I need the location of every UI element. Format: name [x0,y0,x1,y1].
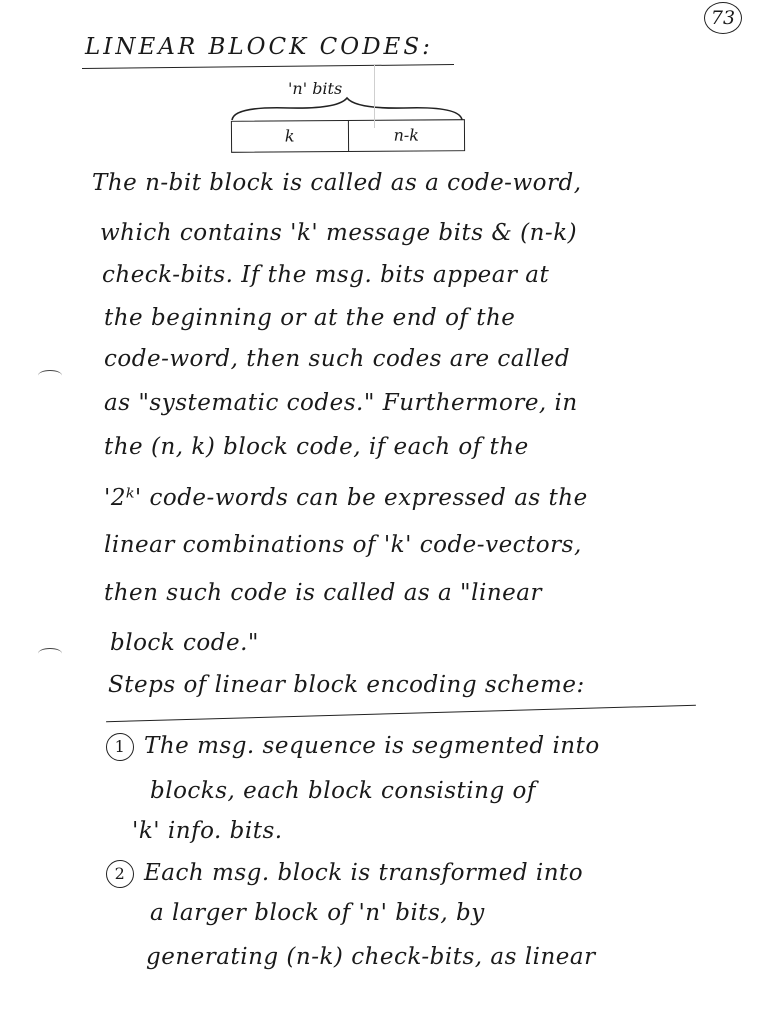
check-bits-cell: n-k [347,120,464,151]
section-subheading: Steps of linear block encoding scheme: [108,672,585,698]
margin-mark [38,648,62,659]
step-text: The msg. sequence is segmented into [144,733,600,759]
step-1-line: 'k' info. bits. [132,818,283,844]
paragraph-line: the (n, k) block code, if each of the [104,434,529,460]
page-number: 73 [704,2,742,34]
codeword-block-diagram [231,119,465,153]
margin-mark [38,370,62,381]
paragraph-line: '2ᵏ' code-words can be expressed as the [104,485,588,511]
paragraph-line: then such code is called as a "linear [104,580,542,606]
paragraph-line: the beginning or at the end of the [104,305,516,331]
paragraph-line: linear combinations of 'k' code-vectors, [104,532,582,558]
subheading-underline [106,705,696,722]
paragraph-line: block code." [110,630,260,656]
fold-line [374,64,375,128]
page-title: LINEAR BLOCK CODES: [85,34,433,60]
step-number-badge: 2 [106,860,134,888]
paragraph-line: The n-bit block is called as a code-word, [92,170,582,196]
message-bits-cell: k [284,126,295,146]
paragraph-line: code-word, then such codes are called [104,346,571,372]
title-underline [82,64,454,69]
step-1-line [106,733,600,761]
step-2-line: a larger block of 'n' bits, by [150,900,485,926]
step-1-line: blocks, each block consisting of [150,778,536,804]
paragraph-line: check-bits. If the msg. bits appear at [102,262,550,288]
step-2-line: generating (n-k) check-bits, as linear [146,944,596,970]
paragraph-line: which contains 'k' message bits & (n-k) [100,220,578,246]
step-text: Each msg. block is transformed into [144,860,584,886]
paragraph-line: as "systematic codes." Furthermore, in [104,390,578,416]
step-number-badge: 1 [106,733,134,761]
brace-icon [230,96,464,122]
diagram-label: 'n' bits [288,79,343,98]
step-2-line [106,860,583,888]
